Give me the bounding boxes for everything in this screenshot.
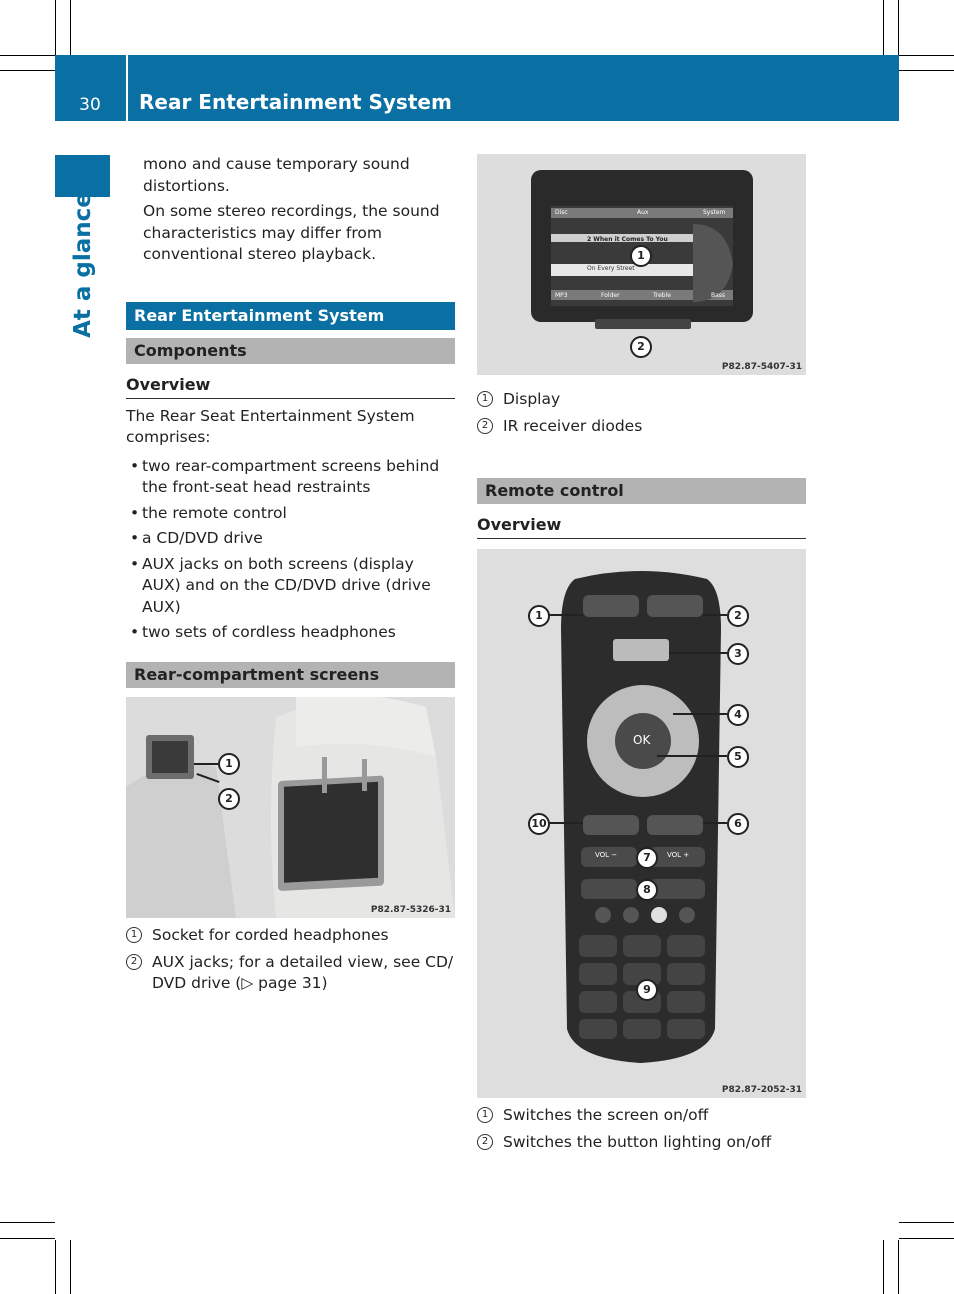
- callout-leader: [657, 755, 727, 757]
- callout-leader: [669, 652, 727, 654]
- crop-mark: [883, 1240, 884, 1294]
- crop-mark: [898, 1240, 899, 1294]
- screen-tab: Aux: [637, 209, 649, 216]
- legend-text: Switches the screen on/off: [503, 1106, 709, 1124]
- legend-number: 1: [477, 391, 493, 407]
- crop-mark: [899, 70, 954, 71]
- side-tab-marker: [55, 155, 110, 197]
- legend-text: Socket for corded headphones: [152, 926, 389, 944]
- display-legend: [477, 389, 806, 442]
- crop-mark: [883, 0, 884, 55]
- header-divider: [126, 55, 128, 121]
- page-title: Rear Entertainment System: [139, 90, 452, 114]
- legend-item: [477, 389, 806, 411]
- callout-leader: [194, 763, 218, 765]
- callout-6: 6: [727, 813, 749, 835]
- crop-mark: [55, 1240, 56, 1294]
- crop-mark: [899, 1238, 954, 1239]
- overview-heading: Overview: [477, 514, 806, 539]
- components-heading: Components: [126, 338, 455, 364]
- legend-item: [477, 416, 806, 438]
- list-item: • a CD/DVD drive: [126, 528, 455, 550]
- overview-heading: Overview: [126, 374, 455, 399]
- legend-number: 1: [126, 927, 142, 943]
- callout-2: 2: [218, 788, 240, 810]
- legend-number: 2: [477, 418, 493, 434]
- photo-code: P82.87-5407-31: [721, 362, 802, 372]
- vol-plus-label: VOL +: [667, 851, 690, 859]
- crop-mark: [70, 1240, 71, 1294]
- crop-mark: [0, 1222, 55, 1223]
- crop-mark: [0, 55, 55, 56]
- screen-sub: On Every Street: [587, 265, 635, 272]
- screen-bottom-item: Bass: [711, 292, 726, 299]
- callout-10: 10: [528, 813, 550, 835]
- intro-text: [143, 154, 453, 270]
- rear-screens-photo: [126, 697, 455, 918]
- callout-5: 5: [727, 746, 749, 768]
- display-photo: [477, 154, 806, 375]
- legend-item: [126, 925, 455, 947]
- legend-text: IR receiver diodes: [503, 416, 643, 435]
- list-item: • two sets of cordless headphones: [126, 622, 455, 644]
- crop-mark: [0, 1238, 55, 1239]
- screen-tab: System: [703, 209, 726, 216]
- callout-4: 4: [727, 704, 749, 726]
- vol-minus-label: VOL −: [595, 851, 618, 859]
- callout-8: 8: [636, 879, 658, 901]
- page-number: 30: [79, 95, 101, 115]
- remote-heading: Remote control: [477, 478, 806, 504]
- list-item: • AUX jacks on both screens (display AUX) and on the CD/DVD drive (drive AUX): [126, 554, 455, 619]
- screen-tab: Disc: [555, 209, 568, 216]
- legend-item: [477, 1105, 806, 1127]
- screens-legend: [126, 925, 455, 1000]
- callout-2: 2: [630, 336, 652, 358]
- legend-number: 1: [477, 1107, 493, 1123]
- callout-leader: [673, 713, 727, 715]
- legend-number: 2: [477, 1134, 493, 1150]
- callout-leader: [549, 822, 583, 824]
- callout-7: 7: [636, 847, 658, 869]
- crop-mark: [70, 0, 71, 55]
- ok-label: OK: [633, 733, 651, 747]
- remote-illustration: [477, 549, 806, 1098]
- crop-mark: [898, 0, 899, 55]
- crop-mark: [899, 55, 954, 56]
- callout-leader: [703, 614, 727, 616]
- callout-leader: [549, 614, 583, 616]
- legend-number: 2: [126, 954, 142, 970]
- screen-track: 2 When it Comes To You: [587, 236, 668, 243]
- callout-1: 1: [528, 605, 550, 627]
- side-tab-label: At a glance: [69, 192, 96, 338]
- list-item: • two rear-compartment screens behind the front-seat head restraints: [126, 456, 455, 499]
- rear-seats-illustration: [126, 697, 455, 918]
- page-header: [55, 55, 899, 121]
- callout-1: 1: [218, 753, 240, 775]
- legend-text: Switches the button lighting on/off: [503, 1132, 772, 1151]
- callout-9: 9: [636, 979, 658, 1001]
- legend-item: [477, 1132, 806, 1154]
- side-tab: [55, 192, 110, 338]
- callout-leader: [703, 822, 727, 824]
- overview-text: The Rear Seat Entertainment System comprises:: [126, 406, 415, 446]
- remote-section: [477, 478, 806, 539]
- screen-bottom-item: Treble: [653, 292, 671, 299]
- screen-bottom-item: MP3: [555, 292, 568, 299]
- intro-paragraph: mono and cause temporary sound distortions.: [143, 155, 410, 195]
- section-heading: Rear Entertainment System: [126, 302, 455, 330]
- crop-mark: [0, 70, 55, 71]
- screen-bottom-item: Folder: [601, 292, 620, 299]
- legend-text: Display: [503, 390, 561, 408]
- screens-section: [126, 662, 455, 688]
- legend-text: AUX jacks; for a detailed view, see CD/ DVD drive (▷ page 31): [152, 952, 454, 992]
- remote-legend: [477, 1105, 806, 1158]
- callout-1: 1: [630, 245, 652, 267]
- photo-code: P82.87-5326-31: [370, 905, 451, 915]
- intro-paragraph: On some stereo recordings, the sound characteristics may differ from conventional stereo playback.: [143, 202, 440, 263]
- callout-3: 3: [727, 643, 749, 665]
- crop-mark: [899, 1222, 954, 1223]
- left-column: [126, 302, 455, 648]
- list-item: • the remote control: [126, 503, 455, 525]
- photo-code: P82.87-2052-31: [721, 1085, 802, 1095]
- legend-item: [126, 952, 455, 995]
- screens-heading: Rear-compartment screens: [126, 662, 455, 688]
- crop-mark: [55, 0, 56, 55]
- remote-photo: [477, 549, 806, 1098]
- callout-2: 2: [727, 605, 749, 627]
- components-list: [126, 456, 455, 644]
